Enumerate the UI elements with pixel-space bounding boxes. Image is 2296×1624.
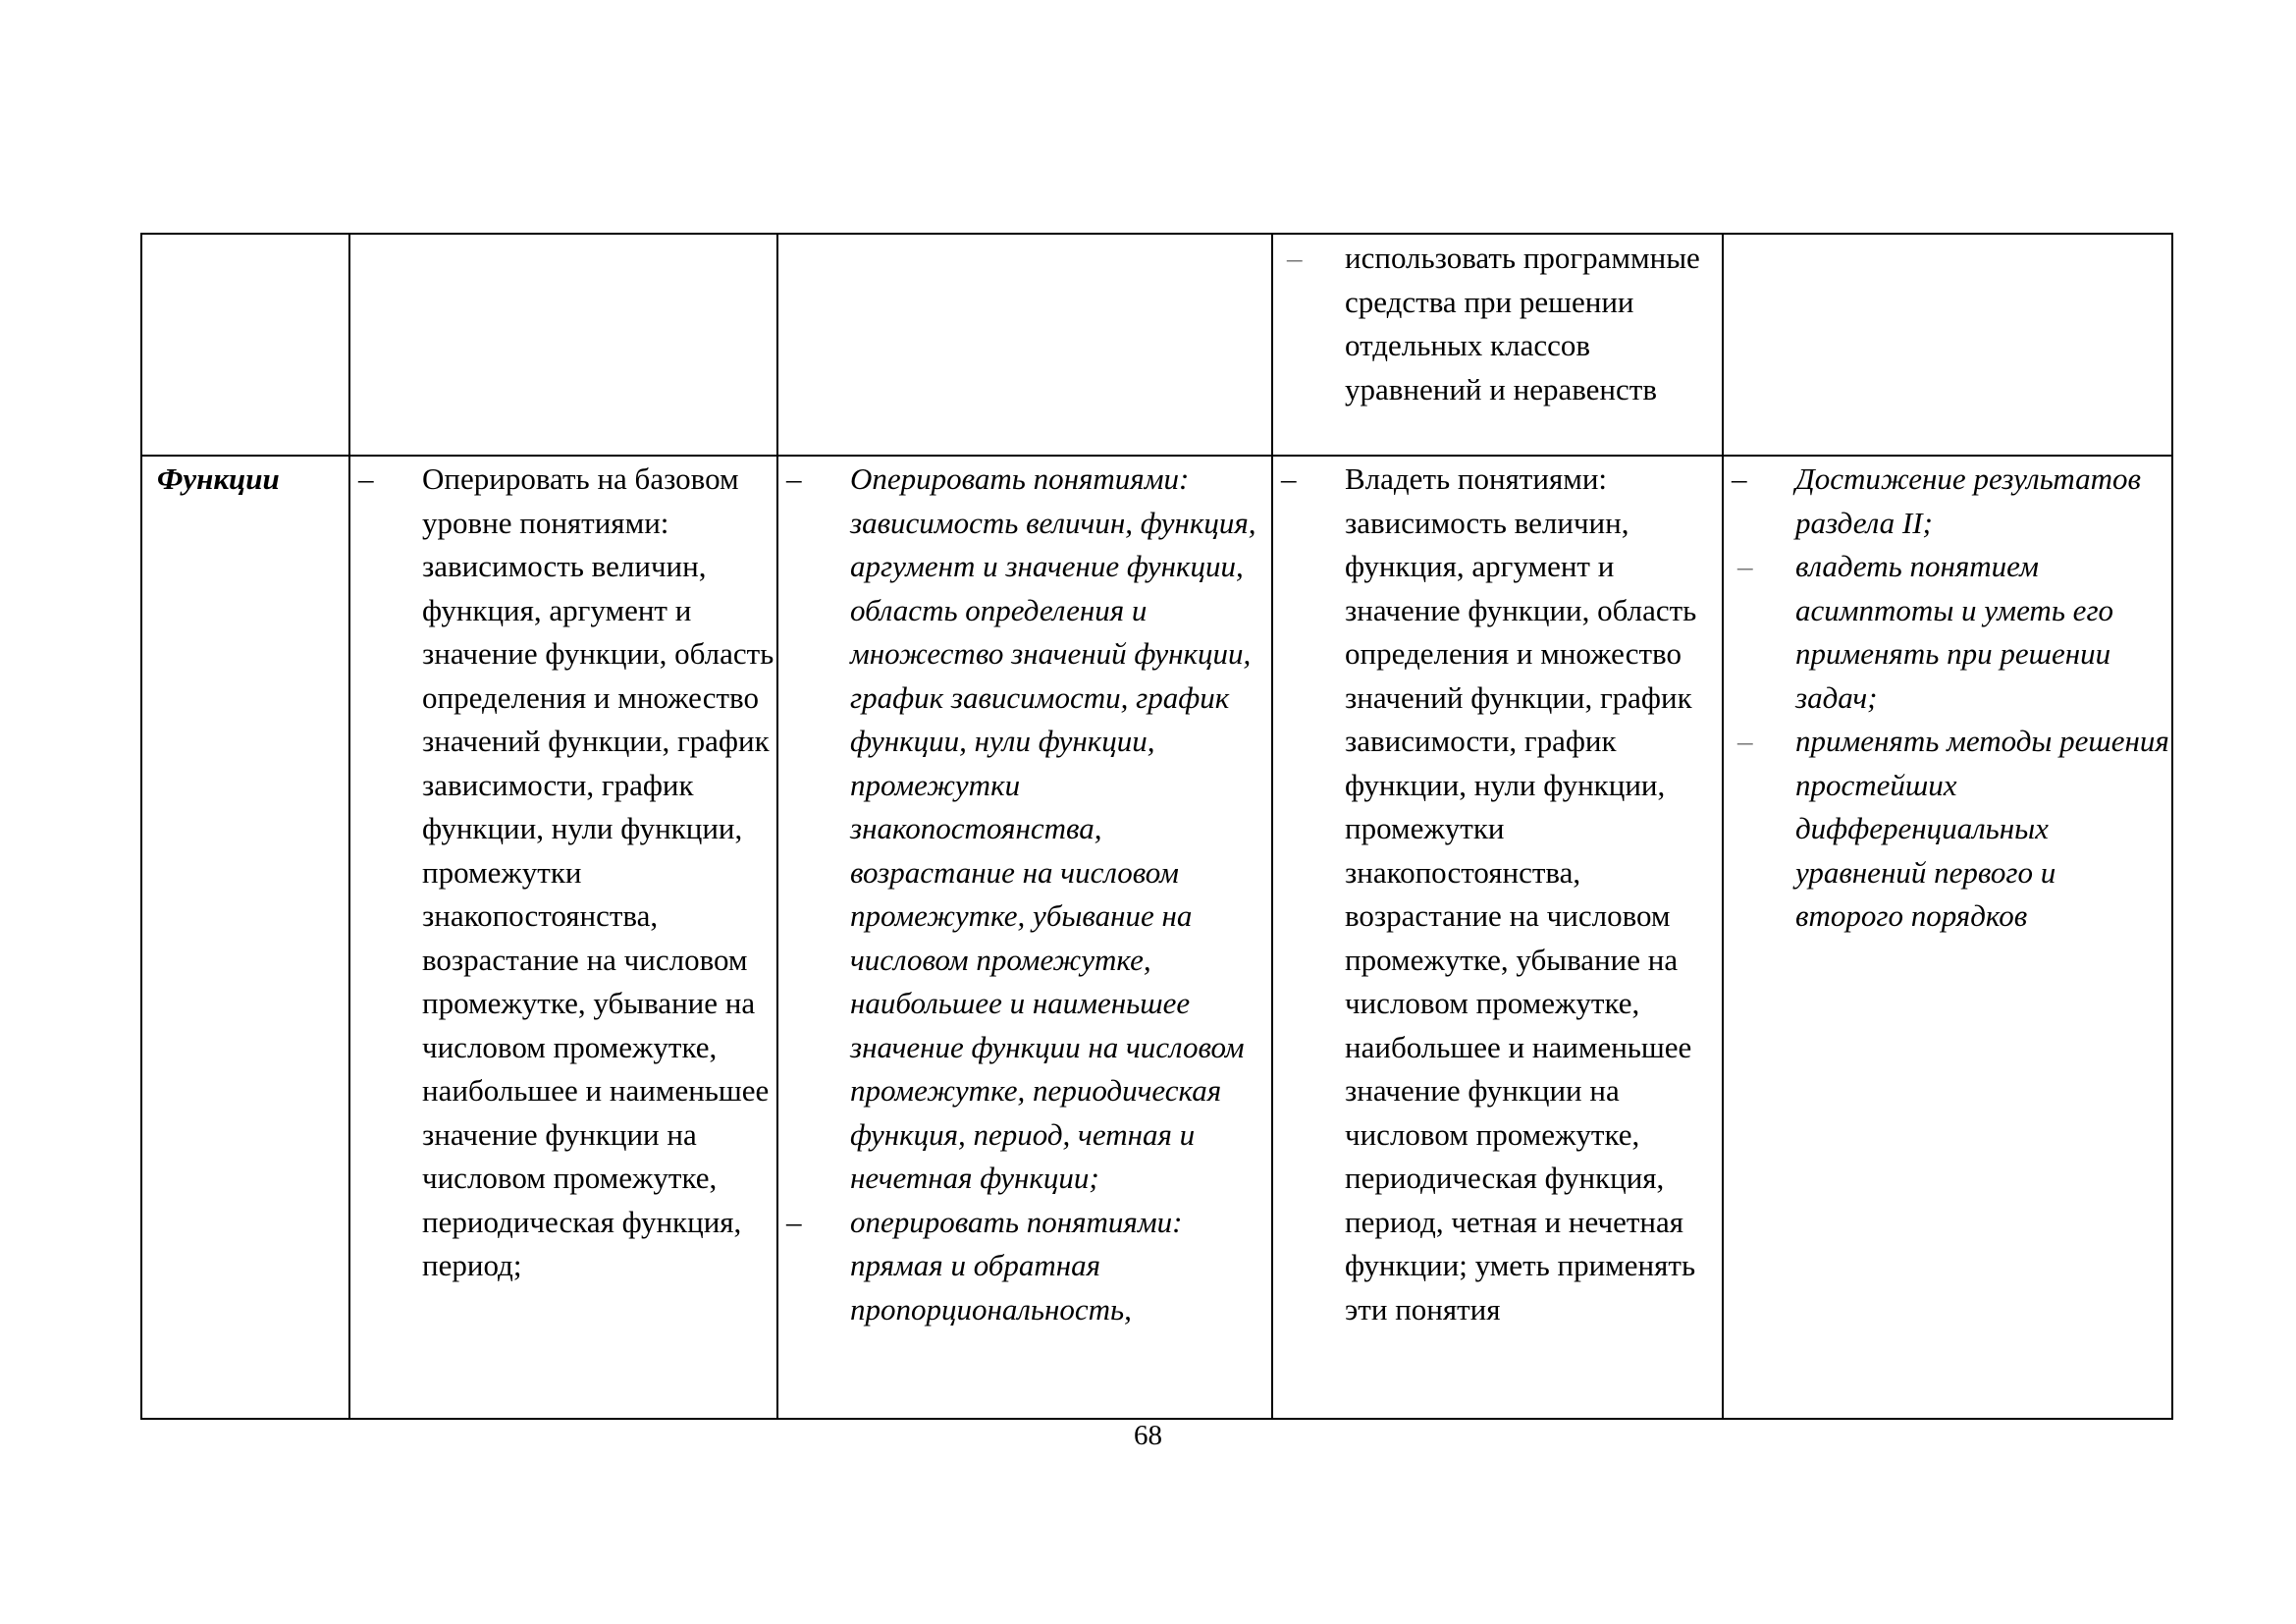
row-label-text: Функции	[157, 461, 280, 496]
dash-bullet: –	[786, 461, 802, 496]
column-divider	[776, 233, 778, 1420]
list-item	[1732, 545, 2169, 720]
dash-bullet: –	[786, 1204, 802, 1239]
column-divider	[1271, 233, 1273, 1420]
table-border-right	[2171, 233, 2173, 1420]
cell-functions-col4	[1281, 458, 1719, 1331]
list-item-text: Оперировать понятиями: зависимость величин, функция, аргумент и значение функции, область определения и множество значений функции, график зависимости, график функции, нули функции, промежутки знакопостоянства, возрастание на числовом промежутке, убывание на числовом промежутке, наибольшее и наименьшее значение функции на числовом промежутке, периодическая функция, период, четная и нечетная функции;	[850, 461, 1256, 1195]
list-item-text: Оперировать на базовом уровне понятиями: зависимость величин, функция, аргумент и значение функции, область определения и множество значений функции, график зависимости, график функции, нули функции, промежутки знакопостоянства, возрастание на числовом промежутке, убывание на числовом промежутке, наибольшее и наименьшее значение функции на числовом промежутке, периодическая функция, период;	[422, 461, 774, 1282]
dash-bullet: –	[1737, 724, 1753, 758]
list-item	[786, 1201, 1268, 1332]
cell-functions-col2	[358, 458, 774, 1288]
row-label-functions	[140, 458, 348, 502]
list-item-text: применять методы решения простейших дифференциальных уравнений первого и второго порядков	[1795, 724, 2169, 933]
cell-functions-col5	[1732, 458, 2169, 939]
dash-bullet: –	[1732, 461, 1747, 496]
cell-functions-col3	[786, 458, 1268, 1331]
dash-bullet: –	[1737, 549, 1753, 583]
list-item-text: оперировать понятиями: прямая и обратная пропорциональность,	[850, 1204, 1183, 1326]
cell-continued-col4	[1281, 237, 1719, 411]
list-item	[1732, 720, 2169, 939]
list-item-text: Достижение результатов раздела II;	[1795, 461, 2141, 540]
requirements-table	[140, 233, 2173, 1420]
dash-bullet: –	[1281, 461, 1297, 496]
list-item	[1732, 458, 2169, 545]
table-border-top	[140, 233, 2173, 235]
list-item	[1281, 458, 1719, 1331]
list-item	[1281, 237, 1719, 411]
list-item	[786, 458, 1268, 1201]
column-divider	[1722, 233, 1724, 1420]
page-number: 68	[1134, 1420, 1162, 1451]
list-item	[358, 458, 774, 1288]
dash-bullet: –	[358, 461, 374, 496]
list-item-text: использовать программные средства при решении отдельных классов уравнений и неравенств	[1345, 241, 1700, 406]
table-border-left	[140, 233, 142, 1420]
list-item-text: Владеть понятиями: зависимость величин, функция, аргумент и значение функции, область определения и множество значений функции, график зависимости, график функции, нули функции, промежутки знакопостоянства, возрастание на числовом промежутке, убывание на числовом промежутке, наибольшее и наименьшее значение функции на числовом промежутке, периодическая функция, период, четная и нечетная функции; уметь применять эти понятия	[1345, 461, 1697, 1326]
dash-bullet: –	[1287, 241, 1303, 275]
row-divider	[140, 455, 2173, 457]
list-item-text: владеть понятием асимптоты и уметь его применять при решении задач;	[1795, 549, 2114, 715]
column-divider	[348, 233, 350, 1420]
